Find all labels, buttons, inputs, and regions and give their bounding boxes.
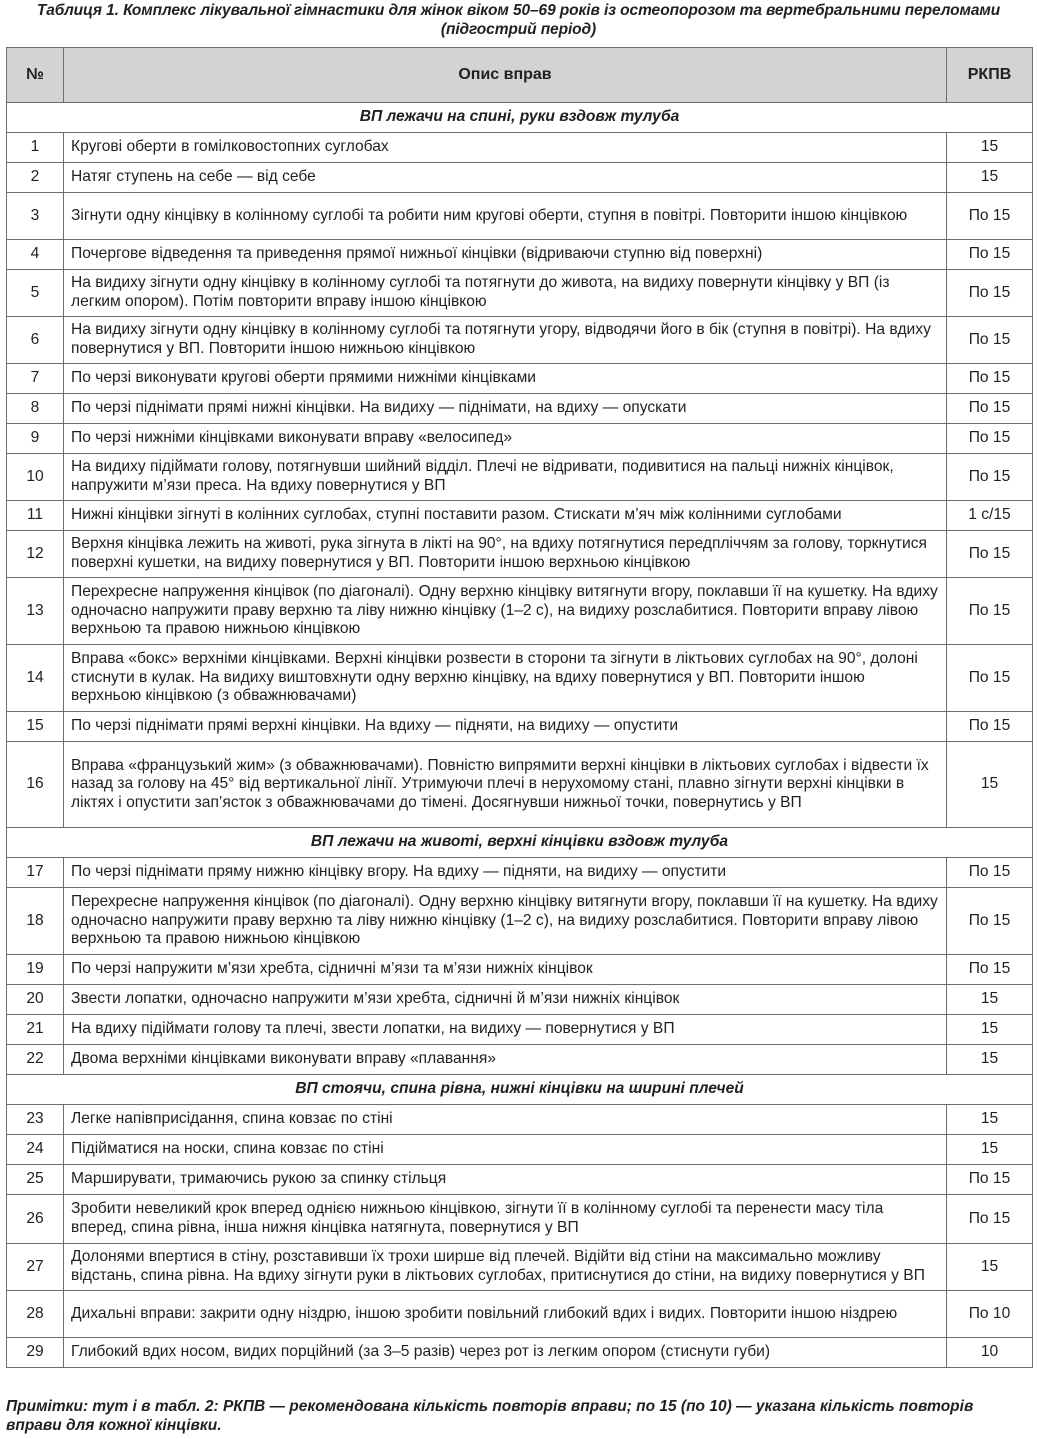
row-description: Легке напівприсідання, спина ковзає по стіні — [64, 1105, 947, 1135]
row-description: По черзі піднімати пряму нижню кінцівку вгору. На вдиху — підняти, на видиху — опустити — [64, 858, 947, 888]
row-description: Зігнути одну кінцівку в колінному суглобі та робити ним кругові оберти, ступня в повітрі. Повторити іншою кінцівкою — [64, 193, 947, 240]
table-row — [7, 133, 1033, 163]
row-description: Кругові оберти в гомілковостопних суглобах — [64, 133, 947, 163]
row-number: 18 — [7, 888, 64, 955]
table-row — [7, 955, 1033, 985]
row-rkpv: 15 — [947, 163, 1033, 193]
section-row — [7, 828, 1033, 858]
row-number: 28 — [7, 1291, 64, 1338]
row-description: Нижні кінцівки зігнуті в колінних суглобах, ступні поставити разом. Стискати м’яч між колінними суглобами — [64, 501, 947, 531]
row-description: На видиху зігнути одну кінцівку в колінному суглобі та потягнути угору, відводячи його в бік (ступня в повітрі). На вдиху повернутися у ВП. Повторити іншою нижньою кінцівкою — [64, 317, 947, 364]
row-description: Марширувати, тримаючись рукою за спинку стільця — [64, 1165, 947, 1195]
header-number: № — [7, 48, 64, 103]
row-rkpv: По 15 — [947, 1195, 1033, 1244]
row-number: 27 — [7, 1244, 64, 1291]
row-number: 25 — [7, 1165, 64, 1195]
row-description: По черзі піднімати прямі верхні кінцівки. На вдиху — підняти, на видиху — опустити — [64, 712, 947, 742]
table-row — [7, 742, 1033, 828]
table-row — [7, 193, 1033, 240]
table-row — [7, 163, 1033, 193]
row-number: 6 — [7, 317, 64, 364]
row-description: Звести лопатки, одночасно напружити м’язи хребта, сідничні й м’язи нижніх кінцівок — [64, 985, 947, 1015]
row-rkpv: 15 — [947, 1244, 1033, 1291]
section-row — [7, 1075, 1033, 1105]
row-number: 15 — [7, 712, 64, 742]
section-row — [7, 103, 1033, 133]
table-row — [7, 1105, 1033, 1135]
row-description: На вдиху підіймати голову та плечі, звести лопатки, на видиху — повернутися у ВП — [64, 1015, 947, 1045]
row-rkpv: По 15 — [947, 1165, 1033, 1195]
row-rkpv: По 15 — [947, 454, 1033, 501]
row-description: Натяг ступень на себе — від себе — [64, 163, 947, 193]
row-description: Верхня кінцівка лежить на животі, рука зігнута в лікті на 90°, на вдиху потягнутися передпліччям за голову, торкнутися поверхні кушетки, на видиху повернутися у ВП. Повторити іншою верхньою кінцівкою — [64, 531, 947, 578]
row-rkpv: По 15 — [947, 193, 1033, 240]
table-row — [7, 424, 1033, 454]
section-title: ВП лежачи на спині, руки вздовж тулуба — [7, 103, 1033, 133]
row-number: 13 — [7, 578, 64, 645]
row-rkpv: 15 — [947, 742, 1033, 828]
row-number: 1 — [7, 133, 64, 163]
row-description: На видиху зігнути одну кінцівку в колінному суглобі та потягнути до живота, на видиху повернути кінцівку у ВП (із легким опором). Потім повторити вправу іншою кінцівкою — [64, 270, 947, 317]
row-number: 17 — [7, 858, 64, 888]
row-number: 12 — [7, 531, 64, 578]
exercise-table — [6, 47, 1033, 1368]
row-description: На видиху підіймати голову, потягнувши шийний відділ. Плечі не відривати, подивитися на пальці нижніх кінцівок, напружити м’язи преса. На вдиху повернутися у ВП — [64, 454, 947, 501]
row-number: 21 — [7, 1015, 64, 1045]
section-title: ВП лежачи на животі, верхні кінцівки вздовж тулуба — [7, 828, 1033, 858]
row-description: Вправа «бокс» верхніми кінцівками. Верхні кінцівки розвести в сторони та зігнути в ліктьових суглобах на 90°, долоні стиснути в кулак. На видиху виштовхнути одну верхню кінцівку, на вдиху повернутися у ВП. Повторити іншою верхньою кінцівкою (з обважнювачами) — [64, 645, 947, 712]
row-rkpv: По 10 — [947, 1291, 1033, 1338]
row-description: Почергове відведення та приведення прямої нижньої кінцівки (відриваючи ступню від поверхні) — [64, 240, 947, 270]
table-row — [7, 240, 1033, 270]
row-rkpv: По 15 — [947, 270, 1033, 317]
table-notes: Примітки: тут і в табл. 2: РКПВ — рекомендована кількість повторів вправи; по 15 (по 10) — указана кількість повторів вправи для кожної кінцівки. — [6, 1398, 974, 1434]
row-rkpv: 15 — [947, 985, 1033, 1015]
table-row — [7, 1135, 1033, 1165]
row-rkpv: По 15 — [947, 317, 1033, 364]
row-rkpv: По 15 — [947, 424, 1033, 454]
row-description: Зробити невеликий крок вперед однією нижньою кінцівкою, зігнути її в колінному суглобі та перенести масу тіла вперед, спина рівна, інша нижня кінцівка натягнута, повернутися у ВП — [64, 1195, 947, 1244]
row-number: 8 — [7, 394, 64, 424]
table-row — [7, 578, 1033, 645]
row-description: Двома верхніми кінцівками виконувати вправу «плавання» — [64, 1045, 947, 1075]
row-number: 3 — [7, 193, 64, 240]
row-rkpv: По 15 — [947, 955, 1033, 985]
row-rkpv: По 15 — [947, 645, 1033, 712]
header-description: Опис вправ — [64, 48, 947, 103]
row-number: 19 — [7, 955, 64, 985]
row-description: По черзі напружити м’язи хребта, сідничні м’язи та м’язи нижніх кінцівок — [64, 955, 947, 985]
row-description: Вправа «французький жим» (з обважнювачами). Повністю випрямити верхні кінцівки в ліктьових суглобах і відвести їх назад за голову на 45° від вертикальної лінії. Утримуючи плечі в нерухомому стані, плавно зігнути верхні кінцівки в ліктях і опустити зап’ясток з обважнювачами до тімені. Досягнувши нижньої точки, повернутись у ВП — [64, 742, 947, 828]
row-description: По черзі піднімати прямі нижні кінцівки. На видиху — піднімати, на вдиху — опускати — [64, 394, 947, 424]
table-row — [7, 1165, 1033, 1195]
table-row — [7, 317, 1033, 364]
row-number: 29 — [7, 1338, 64, 1368]
row-rkpv: По 15 — [947, 858, 1033, 888]
row-number: 26 — [7, 1195, 64, 1244]
header-rkpv: РКПВ — [947, 48, 1033, 103]
row-rkpv: По 15 — [947, 394, 1033, 424]
table-row — [7, 454, 1033, 501]
row-rkpv: 10 — [947, 1338, 1033, 1368]
row-rkpv: 15 — [947, 1015, 1033, 1045]
table-row — [7, 985, 1033, 1015]
row-description: Перехресне напруження кінцівок (по діагоналі). Одну верхню кінцівку витягнути вгору, поклавши її на кушетку. На вдиху одночасно напружити праву верхню та ліву нижню кінцівку (1–2 с), на видиху розслабитися. Повторити вправу лівою верхньою та правою нижньою кінцівкою — [64, 888, 947, 955]
table-row — [7, 531, 1033, 578]
row-number: 9 — [7, 424, 64, 454]
row-rkpv: 15 — [947, 133, 1033, 163]
row-rkpv: По 15 — [947, 531, 1033, 578]
row-rkpv: По 15 — [947, 364, 1033, 394]
row-rkpv: 15 — [947, 1105, 1033, 1135]
row-number: 4 — [7, 240, 64, 270]
row-number: 11 — [7, 501, 64, 531]
row-rkpv: По 15 — [947, 240, 1033, 270]
table-row — [7, 1195, 1033, 1244]
table-row — [7, 1291, 1033, 1338]
row-rkpv: 15 — [947, 1135, 1033, 1165]
section-title: ВП стоячи, спина рівна, нижні кінцівки на ширині плечей — [7, 1075, 1033, 1105]
table-row — [7, 501, 1033, 531]
table-row — [7, 1015, 1033, 1045]
table-body — [7, 103, 1033, 1368]
row-description: По черзі виконувати кругові оберти прямими нижніми кінцівками — [64, 364, 947, 394]
table-row — [7, 270, 1033, 317]
table-row — [7, 645, 1033, 712]
table-header-row — [7, 48, 1033, 103]
row-number: 23 — [7, 1105, 64, 1135]
table-row — [7, 1244, 1033, 1291]
table-row — [7, 364, 1033, 394]
row-description: Перехресне напруження кінцівок (по діагоналі). Одну верхню кінцівку витягнути вгору, поклавши її на кушетку. На вдиху одночасно напружити праву верхню та ліву нижню кінцівку (1–2 с), на видиху розслабитися. Повторити вправу лівою верхньою та правою нижньою кінцівкою — [64, 578, 947, 645]
row-rkpv: По 15 — [947, 888, 1033, 955]
row-description: Глибокий вдих носом, видих порційний (за 3–5 разів) через рот із легким опором (стиснути губи) — [64, 1338, 947, 1368]
row-description: Дихальні вправи: закрити одну ніздрю, іншою зробити повільний глибокий вдих і видих. Повторити іншою ніздрею — [64, 1291, 947, 1338]
row-number: 7 — [7, 364, 64, 394]
row-description: По черзі нижніми кінцівками виконувати вправу «велосипед» — [64, 424, 947, 454]
table-row — [7, 1045, 1033, 1075]
row-number: 16 — [7, 742, 64, 828]
row-rkpv: 1 с/15 — [947, 501, 1033, 531]
table-row — [7, 712, 1033, 742]
row-rkpv: 15 — [947, 1045, 1033, 1075]
row-number: 14 — [7, 645, 64, 712]
row-rkpv: По 15 — [947, 578, 1033, 645]
table-row — [7, 888, 1033, 955]
table-caption: Таблиця 1. Комплекс лікувальної гімнастики для жінок віком 50–69 років із остеопорозом та вертебральними переломами (підгострий період) — [36, 2, 1001, 38]
row-number: 10 — [7, 454, 64, 501]
row-number: 24 — [7, 1135, 64, 1165]
row-number: 2 — [7, 163, 64, 193]
row-description: Підійматися на носки, спина ковзає по стіні — [64, 1135, 947, 1165]
row-number: 5 — [7, 270, 64, 317]
row-rkpv: По 15 — [947, 712, 1033, 742]
row-description: Долонями впертися в стіну, розставивши їх трохи ширше від плечей. Відійти від стіни на максимально можливу відстань, спина рівна. На вдиху зігнути руки в ліктьових суглобах, притиснутися до стіни, на видиху повернутися у ВП — [64, 1244, 947, 1291]
table-row — [7, 858, 1033, 888]
row-number: 20 — [7, 985, 64, 1015]
table-row — [7, 394, 1033, 424]
row-number: 22 — [7, 1045, 64, 1075]
table-row — [7, 1338, 1033, 1368]
